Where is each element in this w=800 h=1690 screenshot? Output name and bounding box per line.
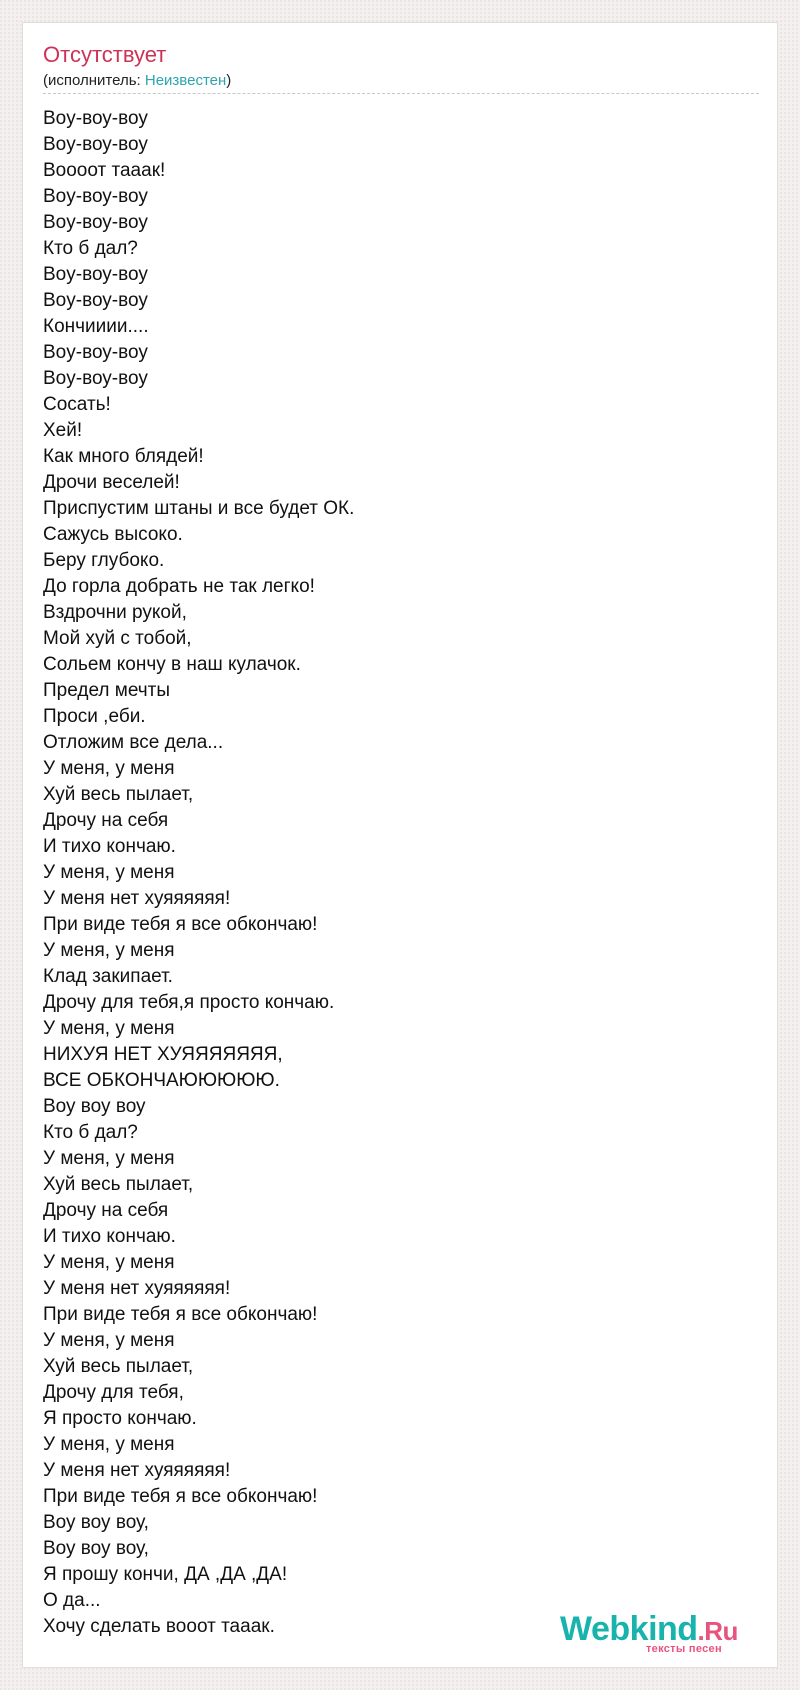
lyric-line: Кончииии.... [43,316,149,337]
lyric-line: У меня нет хуяяяяяя! [43,1278,231,1299]
lyric-line: Кто б дал? [43,1122,138,1143]
lyric-line: ВСЕ ОБКОНЧАЮЮЮЮЮ. [43,1070,280,1091]
lyric-line: У меня, у меня [43,758,175,779]
artist-line [43,73,231,88]
lyric-line: Воу воу воу, [43,1512,149,1533]
logo-name: Webkind [560,1610,698,1648]
lyric-line: До горла добрать не так легко! [43,576,315,597]
lyric-line: Проси ,еби. [43,706,146,727]
lyric-line: Сосать! [43,394,111,415]
lyrics-card [22,22,778,1668]
webkind-logo[interactable] [560,1612,775,1662]
lyric-line: При виде тебя я все обкончаю! [43,1304,318,1325]
lyric-line: И тихо кончаю. [43,1226,176,1247]
lyric-line: Хочу сделать вооот тааак. [43,1616,275,1637]
lyric-line: Boy-воу-воу [43,186,148,207]
logo-tagline: тексты песен [646,1643,722,1655]
lyric-line: Отложим все дела... [43,732,224,753]
lyrics-text [43,106,743,1640]
logo-tld: .Ru [697,1616,738,1646]
song-title: Отсутствует [43,42,167,67]
lyric-line: Вздрочни рукой, [43,602,187,623]
lyric-line: Сольем кончу в наш кулачок. [43,654,301,675]
lyric-line: Воу воу воу, [43,1538,149,1559]
artist-prefix: (исполнитель: [43,72,145,89]
lyric-line: Дрочу для тебя,я просто кончаю. [43,992,335,1013]
logo-wordmark [560,1612,738,1646]
lyric-line: Беру глубоко. [43,550,165,571]
lyric-line: Дрочу на себя [43,810,169,831]
lyric-line: Как много блядей! [43,446,204,467]
lyric-line: Воу воу воу [43,1096,146,1117]
lyric-line: У меня нет хуяяяяяя! [43,888,231,909]
title-divider [43,93,759,94]
lyric-line: Дрочу для тебя, [43,1382,184,1403]
lyric-line: Хуй весь пылает, [43,1356,194,1377]
lyric-line: Хей! [43,420,83,441]
lyric-line: Boy-воу-воу [43,342,148,363]
lyric-line: Boy-воу-воу [43,264,148,285]
lyric-line: Я прошу кончи, ДА ,ДА ,ДА! [43,1564,288,1585]
lyric-line: Мой хуй с тобой, [43,628,192,649]
lyric-line: Воооот тааак! [43,160,166,181]
lyric-line: Сажусь высоко. [43,524,183,545]
lyric-line: У меня, у меня [43,1330,175,1351]
lyric-line: Хуй весь пылает, [43,1174,194,1195]
lyric-line: И тихо кончаю. [43,836,176,857]
lyric-line: У меня нет хуяяяяяя! [43,1460,231,1481]
lyric-line: Boy-воу-воу [43,212,148,233]
lyric-line: Клад закипает. [43,966,173,987]
lyric-line: Приспустим штаны и все будет ОК. [43,498,355,519]
lyric-line: Предел мечты [43,680,171,701]
lyric-line: У меня, у меня [43,1148,175,1169]
lyric-line: Дрочи веселей! [43,472,180,493]
lyric-line: Boy-воу-воу [43,290,148,311]
lyric-line: НИХУЯ НЕТ ХУЯЯЯЯЯЯЯ, [43,1044,283,1065]
lyric-line: У меня, у меня [43,862,175,883]
artist-link[interactable]: Неизвестен [144,72,227,89]
lyric-line: У меня, у меня [43,940,175,961]
lyric-line: Дрочу на себя [43,1200,169,1221]
lyric-line: Хуй весь пылает, [43,784,194,805]
lyric-line: У меня, у меня [43,1252,175,1273]
lyric-line: У меня, у меня [43,1434,175,1455]
artist-suffix: ) [226,72,232,89]
lyric-line: При виде тебя я все обкончаю! [43,1486,318,1507]
lyric-line: Boy-воу-воу [43,134,148,155]
lyric-line: Boy-воу-воу [43,108,148,129]
lyric-line: О да... [43,1590,101,1611]
lyric-line: Я просто кончаю. [43,1408,197,1429]
lyric-line: Кто б дал? [43,238,138,259]
lyric-line: Boy-воу-воу [43,368,148,389]
lyric-line: У меня, у меня [43,1018,175,1039]
lyric-line: При виде тебя я все обкончаю! [43,914,318,935]
